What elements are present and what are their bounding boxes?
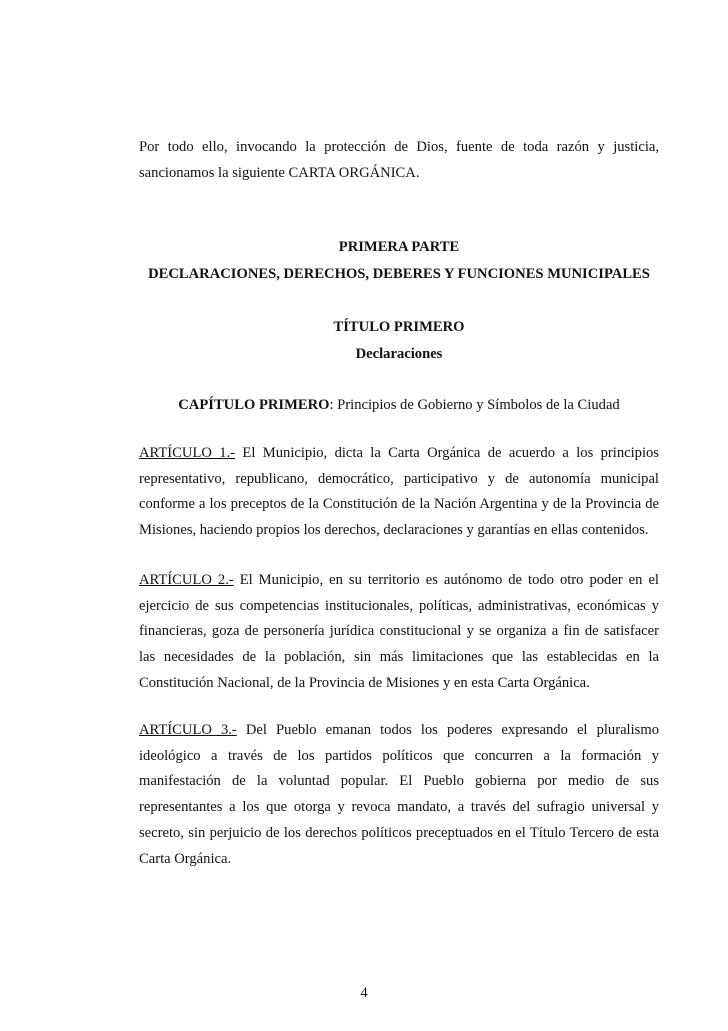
chapter-heading xyxy=(139,395,659,415)
article-1-text: El Municipio, dicta la Carta Orgánica de acuerdo a los principios representativo, republicano, democrático, participativo y de autonomía municipal conforme a los preceptos de la Constitución de la Nación Argentina y de la Provincia de Misiones, haciendo propios los derechos, declaraciones y garantías en ellas contenidos. xyxy=(139,445,659,539)
part-heading: PRIMERA PARTE xyxy=(338,239,460,255)
part-subtitle: DECLARACIONES, DERECHOS, DEBERES Y FUNCIONES MUNICIPALES xyxy=(148,266,650,282)
page-number: 4 xyxy=(360,985,368,1001)
article-3-label: ARTÍCULO 3.- xyxy=(139,722,237,738)
article-2-text: El Municipio, en su territorio es autónomo de todo otro poder en el ejercicio de sus competencias institucionales, políticas, administrativas, económicas y financieras, goza de personería jurídica constitucional y se organiza a fin de satisfacer las necesidades de la población, sin más limitaciones que las establecidas en la Constitución Nacional, de la Provincia de Misiones y en esta Carta Orgánica. xyxy=(139,572,659,691)
title-heading: TÍTULO PRIMERO xyxy=(333,319,465,335)
intro-paragraph: Por todo ello, invocando la protección de Dios, fuente de toda razón y justicia, sancionamos la siguiente CARTA ORGÁNICA. xyxy=(139,139,659,181)
chapter-title: : Principios de Gobierno y Símbolos de la Ciudad xyxy=(329,397,620,413)
article-3-text: Del Pueblo emanan todos los poderes expresando el pluralismo ideológico a través de los partidos políticos que concurren a la formación y manifestación de la voluntad popular. El Pueblo gobierna por medio de sus representantes a los que otorga y revoca mandato, a través del sufragio universal y secreto, sin perjuicio de los derechos políticos preceptuados en el Título Tercero de esta Carta Orgánica. xyxy=(139,722,659,867)
article-1 xyxy=(139,441,659,544)
title-subtitle: Declaraciones xyxy=(355,346,443,362)
article-3 xyxy=(139,718,659,872)
article-2 xyxy=(139,568,659,697)
article-2-label: ARTÍCULO 2.- xyxy=(139,572,234,588)
chapter-label: CAPÍTULO PRIMERO xyxy=(178,397,330,413)
article-1-label: ARTÍCULO 1.- xyxy=(139,445,236,461)
